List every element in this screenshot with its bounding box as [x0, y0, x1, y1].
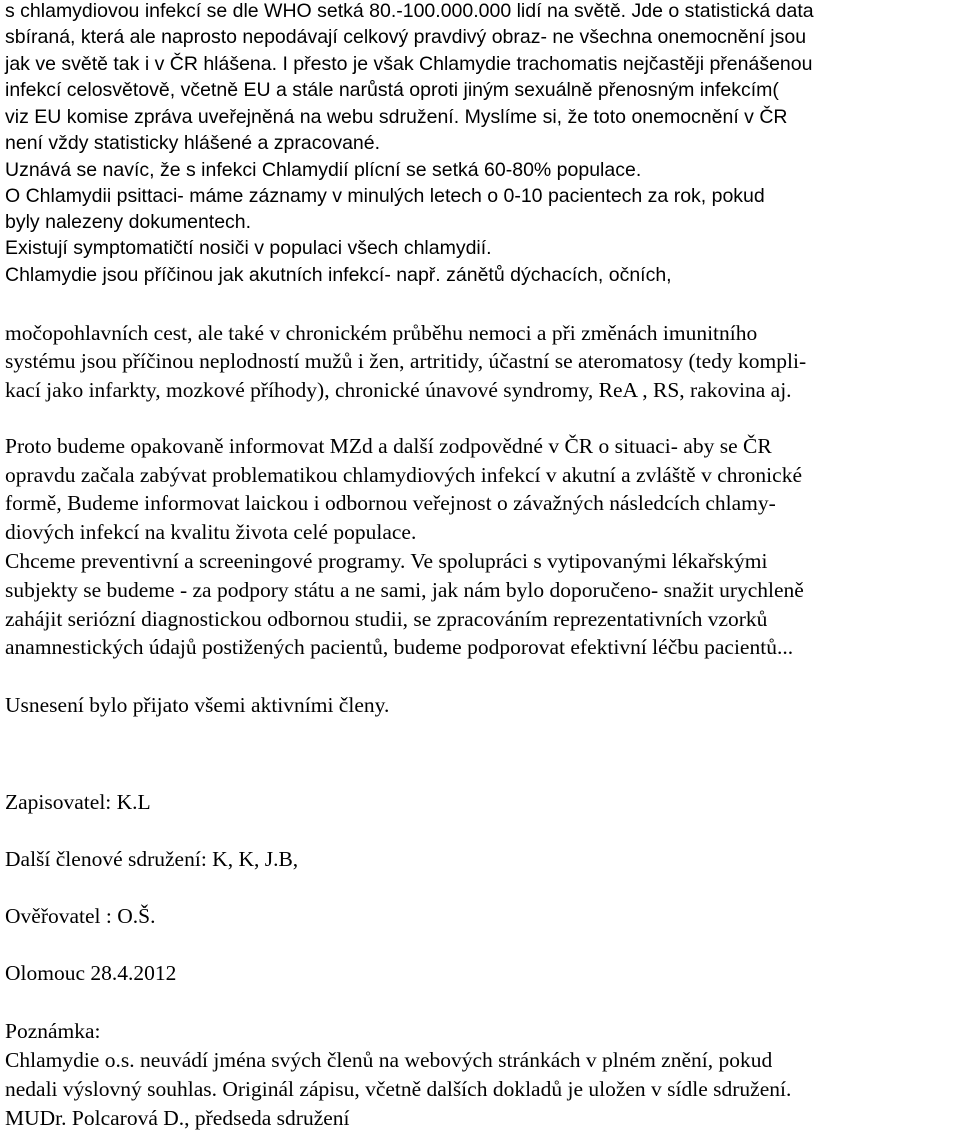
text-line: zahájit seriózní diagnostickou odbornou studii, se zpracováním reprezentativních vzorků — [5, 607, 768, 631]
text-line: byly nalezeny dokumentech. — [5, 211, 252, 233]
text-line: subjekty se budeme - za podpory státu a ne sami, jak nám bylo doporučeno- snažit urychleně — [5, 578, 804, 602]
text-line: kací jako infarkty, mozkové příhody), chronické únavové syndromy, ReA , RS, rakovina aj. — [5, 378, 792, 402]
text-line: sbíraná, která ale naprosto nepodávají celkový pravdivý obraz- ne všechna onemocnění jsou — [5, 26, 807, 48]
text-line: jak ve světě tak i v ČR hlášena. I přesto je však Chlamydie trachomatis nejčastěji přenášenou — [5, 53, 813, 75]
text-line: infekcí celosvětově, včetně EU a stále narůstá oproti jiným sexuálně přenosným infekcím( — [5, 79, 779, 101]
verifier-line: Ověřovatel : O.Š. — [5, 904, 156, 928]
text-line: Usnesení bylo přijato všemi aktivními členy. — [5, 693, 390, 717]
text-line: formě, Budeme informovat laickou i odbornou veřejnost o závažných následcích chlamy- — [5, 491, 776, 515]
text-line: systému jsou příčinou neplodností mužů i žen, artritidy, účastní se ateromatosy (tedy kompli- — [5, 349, 807, 373]
recorder-line: Zapisovatel: K.L — [5, 790, 151, 814]
signature-line: MUDr. Polcarová D., předseda sdružení — [5, 1106, 350, 1130]
text-line: opravdu začala zabývat problematikou chlamydiových infekcí v akutní a zvláště v chronické — [5, 463, 802, 487]
members-line: Další členové sdružení: K, K, J.B, — [5, 847, 299, 871]
text-line: diových infekcí na kvalitu života celé populace. — [5, 520, 417, 544]
place-date-line: Olomouc 28.4.2012 — [5, 961, 177, 985]
text-line: Chlamydie jsou příčinou jak akutních infekcí- např. zánětů dýchacích, očních, — [5, 264, 672, 286]
text-line: s chlamydiovou infekcí se dle WHO setká 80.-100.000.000 lidí na světě. Jde o statistická data — [5, 0, 814, 22]
text-line: anamnestických údajů postižených pacientů, budeme podporovat efektivní léčbu pacientů... — [5, 635, 794, 659]
text-line: není vždy statisticky hlášené a zpracované. — [5, 132, 381, 154]
text-line: Existují symptomatičtí nosiči v populaci všech chlamydií. — [5, 237, 492, 259]
text-line: Uznává se navíc, že s infekci Chlamydií plícní se setká 60-80% populace. — [5, 159, 642, 181]
text-line: nedali výslovný souhlas. Originál zápisu, včetně dalších dokladů je uložen v sídle sdružení. — [5, 1077, 792, 1101]
text-line: Chceme preventivní a screeningové programy. Ve spolupráci s vytipovanými lékařskými — [5, 549, 768, 573]
text-line: močopohlavních cest, ale také v chronickém průběhu nemoci a při změnách imunitního — [5, 321, 758, 345]
text-line: Proto budeme opakovaně informovat MZd a další zodpovědné v ČR o situaci- aby se ČR — [5, 434, 772, 458]
text-line: viz EU komise zpráva uveřejněná na webu sdružení. Myslíme si, že toto onemocnění v ČR — [5, 106, 788, 128]
text-line: Chlamydie o.s. neuvádí jména svých členů na webových stránkách v plném znění, pokud — [5, 1048, 773, 1072]
note-heading: Poznámka: — [5, 1019, 101, 1043]
text-line: O Chlamydii psittaci- máme záznamy v minulých letech o 0-10 pacientech za rok, pokud — [5, 185, 765, 207]
